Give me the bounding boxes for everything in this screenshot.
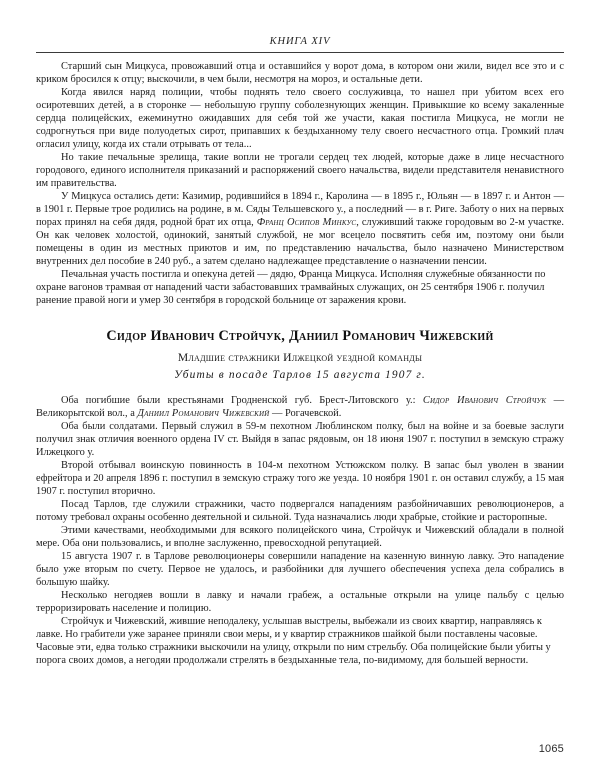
person-name-uncle: Франц Осипов Минкус <box>256 217 357 229</box>
paragraph-posad: Посад Тарлов, где служили стражники, часто подвергался нападениям разбойничавших революционеров, а потому требовал охраны особенно деятельной и сильной. Туда назначались люди храбрые, стойкие и расторопные. <box>36 498 564 523</box>
text-run: — Рогачевской. <box>269 407 342 419</box>
paragraph-soldiers: Оба были солдатами. Первый служил в 59-м пехотном Люблинском полку, был на войне и за боевые заслуги получил знак отличия военного ордена IV ст. Выйдя в запас рядовым, он 18 июня 1907 г. поступил в земскую стражу Илжецкого у. <box>36 420 564 458</box>
person-name-stroychuk: Сидор Иванович Стройчук <box>422 394 547 406</box>
page-number: 1065 <box>538 743 564 755</box>
section-subtitle-rank: Младшие стражники Илжецкой уездной команды <box>177 351 423 365</box>
paragraph: Старший сын Мицкуса, провожавший отца и оставшийся у ворот дома, в котором они жили, видел все это и с криком бросился к отцу; выскочили, в чем были, несмотря на мороз, и остальные дети. <box>36 60 564 85</box>
paragraph-origin <box>36 394 564 420</box>
paragraph-qualities: Этими качествами, необходимыми для всякого полицейского чина, Стройчук и Чижевский обладали в полной мере. Оба они пользовались, и вполне заслуженно, превосходной репутацией. <box>36 524 564 550</box>
text-run: У Мицкуса остались дети: Казимир, родившийся в 1894 г., Каролина — в 1895 г., Юльян — в 1897 г. и Антон — в 1901 г. Первые трое родились на родине, в м. Сяды Тельшевского у., а последний — в г. Риге. Заботу о них на первых порах принял на себя дядя, родной брат их отца, <box>36 191 564 229</box>
paragraph: Когда явился наряд полиции, чтобы поднять тело своего сослуживца, то нашел при убитом всех его осиротевших детей, а в сторонке — небольшую группу соболезнующих женщин. Привыкшие ко всему закаленные сердца полицейских, ежеминутно ожидавших для себя той же участи, какая постигла Мицкуса, не могли не содрогнуться при виде полуодетых сирот, припавших к бездыханному телу своего несчастного отца. Громкий плач огласил улицу, когда их стали отрывать от тела... <box>36 86 564 150</box>
running-head <box>36 36 564 48</box>
text-run: Оба погибшие были крестьянами Гродненской губ. Брест-Литовского у.: <box>61 394 423 406</box>
paragraph-killing: Стройчук и Чижевский, жившие неподалеку, услышав выстрелы, выбежали из своих квартир, направляясь к лавке. Но грабители уже заранее приняли свои меры, и у квартир стражников шайкой были поставлены часовые. Часовые эти, едва только стражники выскочили на улицу, открыли по ним стрельбу. Оба полицейские были убиты у порога своих домов, а негодяи продолжали стрелять в бездыханные тела, по-видимому, для большей верности. <box>36 616 551 667</box>
paragraph-second-service: Второй отбывал воинскую повинность в 104-м пехотном Устюжском полку. В запас был уволен в звании ефрейтора и 20 апреля 1896 г. поступил в земскую стражу того же уезда. 10 ноября 1901 г. он оставил службу, а 15 мая 1907 г. поступил вторично. <box>36 459 564 497</box>
person-name-chizhevsky: Даниил Романович Чижевский <box>137 407 270 419</box>
section-heading <box>36 328 564 382</box>
section-body <box>36 394 564 668</box>
paragraph-children <box>36 190 564 268</box>
text-run: — Великорытской вол., а <box>36 394 564 419</box>
text-run: , служивший также городовым во 2-м участке. Он как человек холостой, одинокий, занятый службой, не мог всецело посвятить себя им, поэтому они были помещены в один из местных приютов и им, по представлению начальства, было назначено Министерством внутренних дел пособие в 240 руб., а затем сделано надлежащее представление о назначении пенсии. <box>36 217 565 268</box>
paragraph: Но такие печальные зрелища, такие вопли не трогали сердец тех людей, которые даже в лице несчастного городового, единого исполнителя приказаний и распоряжений своего начальства, видели представителя ненавистного им правительства. <box>36 151 564 189</box>
intro-section <box>36 60 564 308</box>
section-subtitle-death: Убиты в посаде Тарлов 15 августа 1907 г. <box>174 368 426 381</box>
running-head-text: КНИГА XIV <box>269 36 331 47</box>
section-title: Сидор Иванович Стройчук, Даниил Романович Чижевский <box>106 328 494 345</box>
header-rule <box>36 52 564 53</box>
paragraph-robbery: Несколько негодяев вошли в лавку и начали грабеж, а остальные открыли на улице пальбу с целью терроризировать население и полицию. <box>36 590 564 615</box>
paragraph-guardian: Печальная участь постигла и опекуна детей — дядю, Франца Мицкуса. Исполняя служебные обязанности по охране вагонов трамвая от нападений части забастовавших трамвайных служащих, он 25 сентября 1906 г. получил ранение правой ноги и умер 30 сентября в городской больнице от заражения крови. <box>36 269 546 307</box>
paragraph-attack: 15 августа 1907 г. в Тарлове революционеры совершили нападение на казенную винную лавку. Это нападение было уже вторым по счету. Первое не удалось, и разбойники для лучшего обеспечения успеха дела собрались в большую шайку. <box>36 551 564 589</box>
